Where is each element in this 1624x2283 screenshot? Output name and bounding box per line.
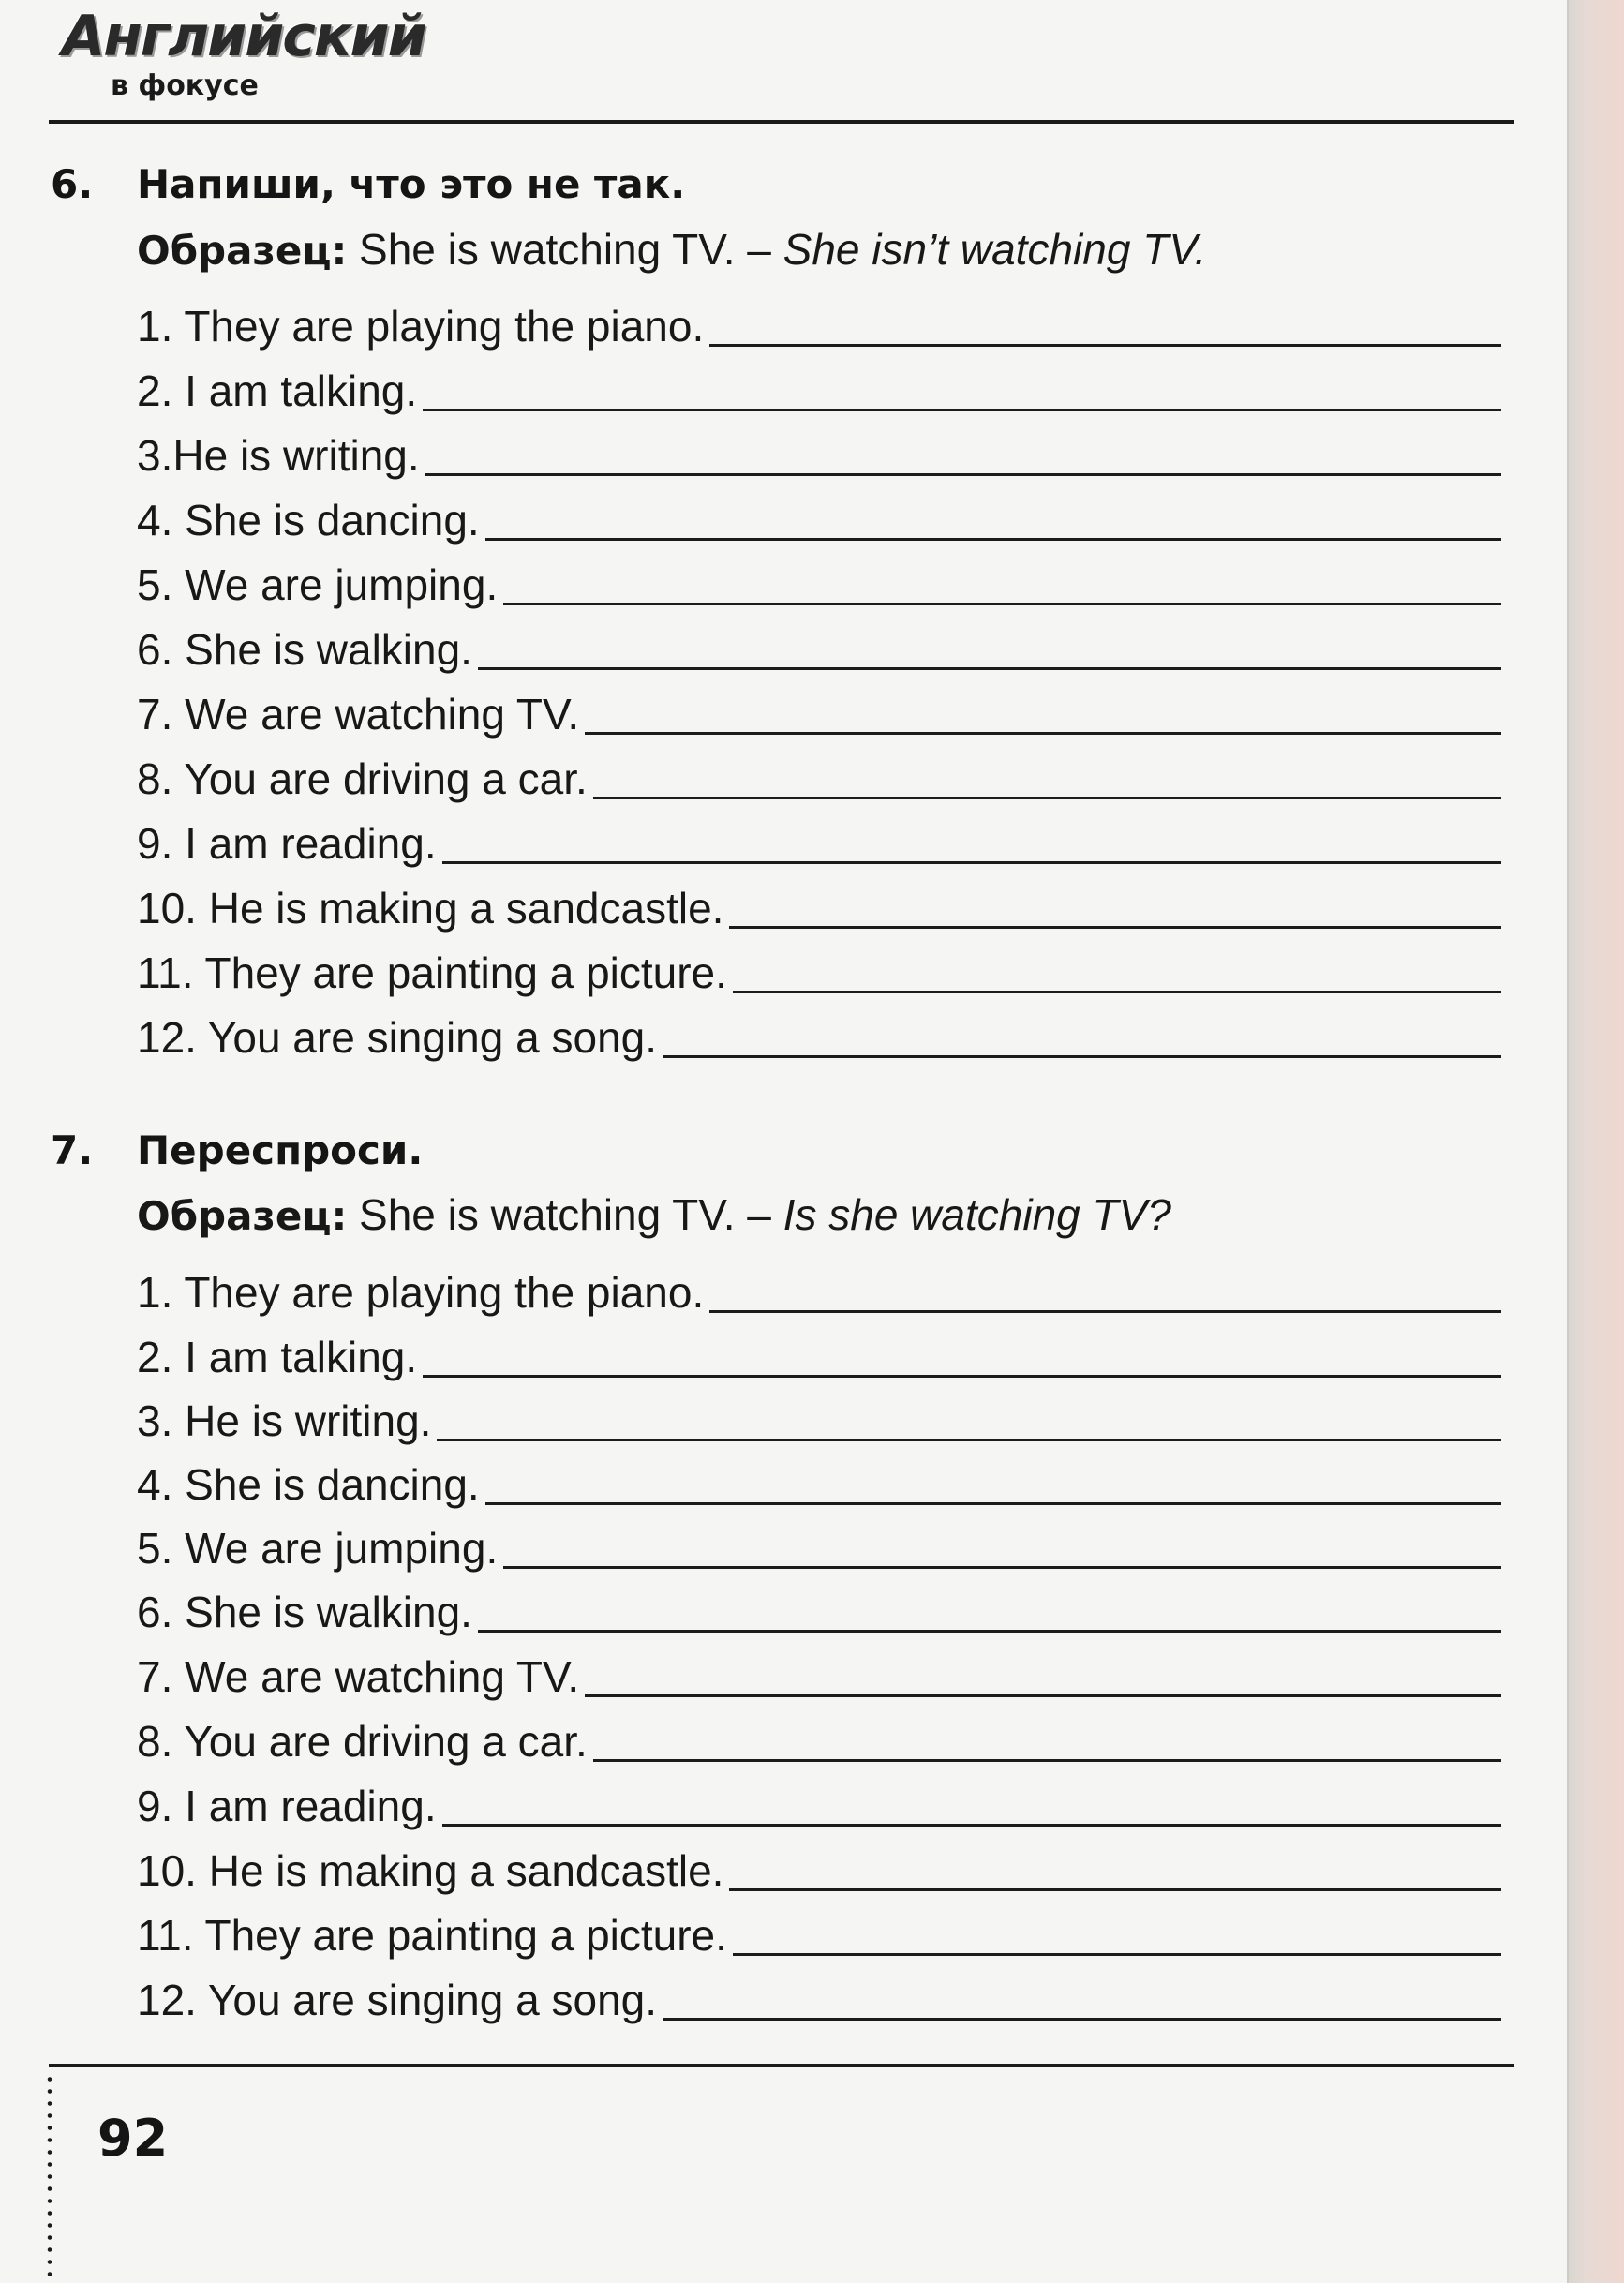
- item-text: 2. I am talking.: [137, 366, 418, 415]
- item-text: 8. You are driving a car.: [137, 1717, 588, 1766]
- exercise-6-sample: [137, 225, 1206, 276]
- answer-line[interactable]: [437, 1439, 1501, 1441]
- exercise-7-item: [137, 1524, 1501, 1573]
- exercise-6-item: [137, 431, 1501, 480]
- item-text: 3. He is writing.: [137, 1396, 432, 1445]
- item-text: 7. We are watching TV.: [137, 1652, 580, 1701]
- exercise-7-sample: [137, 1190, 1171, 1241]
- item-text: 2. I am talking.: [137, 1333, 418, 1381]
- answer-line[interactable]: [423, 409, 1501, 411]
- item-text: 8. You are driving a car.: [137, 754, 588, 803]
- page-edge: [1567, 0, 1624, 2283]
- answer-line[interactable]: [733, 991, 1501, 993]
- answer-line[interactable]: [585, 1694, 1501, 1697]
- exercise-7-item: [137, 1396, 1501, 1445]
- answer-line[interactable]: [485, 1502, 1501, 1505]
- item-text: 3.He is writing.: [137, 431, 420, 480]
- page-number: 92: [97, 2109, 169, 2168]
- exercise-6-item: [137, 1013, 1501, 1062]
- exercise-7-item: [137, 1911, 1501, 1960]
- exercise-7-item: [137, 1976, 1501, 2024]
- exercise-7-item: [137, 1333, 1501, 1381]
- item-text: 1. They are playing the piano.: [137, 302, 705, 351]
- answer-line[interactable]: [478, 1630, 1501, 1633]
- sample-sentence: She is watching TV. –: [359, 1190, 771, 1239]
- exercise-7-item: [137, 1717, 1501, 1766]
- answer-line[interactable]: [503, 1566, 1501, 1569]
- answer-line[interactable]: [593, 797, 1501, 799]
- answer-line[interactable]: [423, 1375, 1501, 1378]
- dotted-margin-line: [47, 2073, 52, 2279]
- item-text: 10. He is making a sandcastle.: [137, 884, 724, 933]
- exercise-6-title: Напиши, что это не так.: [137, 161, 686, 207]
- item-text: 7. We are watching TV.: [137, 690, 580, 739]
- exercise-6-item: [137, 884, 1501, 933]
- exercise-7-item: [137, 1588, 1501, 1636]
- exercise-6-item: [137, 948, 1501, 997]
- footer-divider: [49, 2064, 1514, 2067]
- exercise-6-item: [137, 560, 1501, 609]
- answer-line[interactable]: [585, 732, 1501, 735]
- sample-sentence: She is watching TV. –: [359, 225, 771, 274]
- exercise-6-item: [137, 625, 1501, 674]
- exercise-6-item: [137, 496, 1501, 545]
- answer-line[interactable]: [425, 473, 1501, 476]
- answer-line[interactable]: [663, 2018, 1501, 2021]
- item-text: 4. She is dancing.: [137, 1460, 480, 1509]
- sample-label: Образец:: [137, 228, 348, 274]
- item-text: 6. She is walking.: [137, 625, 472, 674]
- exercise-7-item: [137, 1782, 1501, 1830]
- answer-line[interactable]: [593, 1759, 1501, 1762]
- item-text: 10. He is making a sandcastle.: [137, 1846, 724, 1895]
- item-text: 11. They are painting a picture.: [137, 1911, 727, 1960]
- series-logo: [62, 4, 425, 105]
- exercise-6-item: [137, 754, 1501, 803]
- item-text: 5. We are jumping.: [137, 560, 499, 609]
- exercise-7-number: 7.: [51, 1127, 94, 1173]
- header-divider: [49, 120, 1514, 124]
- item-text: 12. You are singing a song.: [137, 1013, 658, 1062]
- exercise-6-item: [137, 819, 1501, 868]
- item-text: 1. They are playing the piano.: [137, 1268, 705, 1317]
- answer-line[interactable]: [709, 344, 1501, 347]
- exercise-6-item: [137, 690, 1501, 739]
- item-text: 6. She is walking.: [137, 1588, 472, 1636]
- exercise-7-item: [137, 1268, 1501, 1317]
- item-text: 4. She is dancing.: [137, 496, 480, 545]
- exercise-7-item: [137, 1460, 1501, 1509]
- answer-line[interactable]: [729, 926, 1501, 929]
- item-text: 12. You are singing a song.: [137, 1976, 658, 2024]
- answer-line[interactable]: [485, 538, 1501, 541]
- answer-line[interactable]: [729, 1888, 1501, 1891]
- answer-line[interactable]: [663, 1055, 1501, 1058]
- answer-line[interactable]: [442, 1824, 1501, 1827]
- logo-main-text: Английский: [62, 4, 425, 69]
- exercise-6-number: 6.: [51, 161, 94, 207]
- logo-sub-text: в фокусе: [111, 69, 259, 102]
- answer-line[interactable]: [503, 603, 1501, 605]
- item-text: 5. We are jumping.: [137, 1524, 499, 1573]
- exercise-6-item: [137, 302, 1501, 351]
- answer-line[interactable]: [709, 1310, 1501, 1313]
- exercise-7-title: Переспроси.: [137, 1127, 424, 1173]
- exercise-6-item: [137, 366, 1501, 415]
- answer-line[interactable]: [442, 861, 1501, 864]
- item-text: 9. I am reading.: [137, 819, 437, 868]
- exercise-7-item: [137, 1846, 1501, 1895]
- item-text: 9. I am reading.: [137, 1782, 437, 1830]
- sample-answer: Is she watching TV?: [782, 1190, 1171, 1239]
- answer-line[interactable]: [733, 1953, 1501, 1956]
- sample-label: Образец:: [137, 1193, 348, 1239]
- exercise-7-item: [137, 1652, 1501, 1701]
- sample-answer: She isn’t watching TV.: [782, 225, 1207, 274]
- answer-line[interactable]: [478, 667, 1501, 670]
- item-text: 11. They are painting a picture.: [137, 948, 727, 997]
